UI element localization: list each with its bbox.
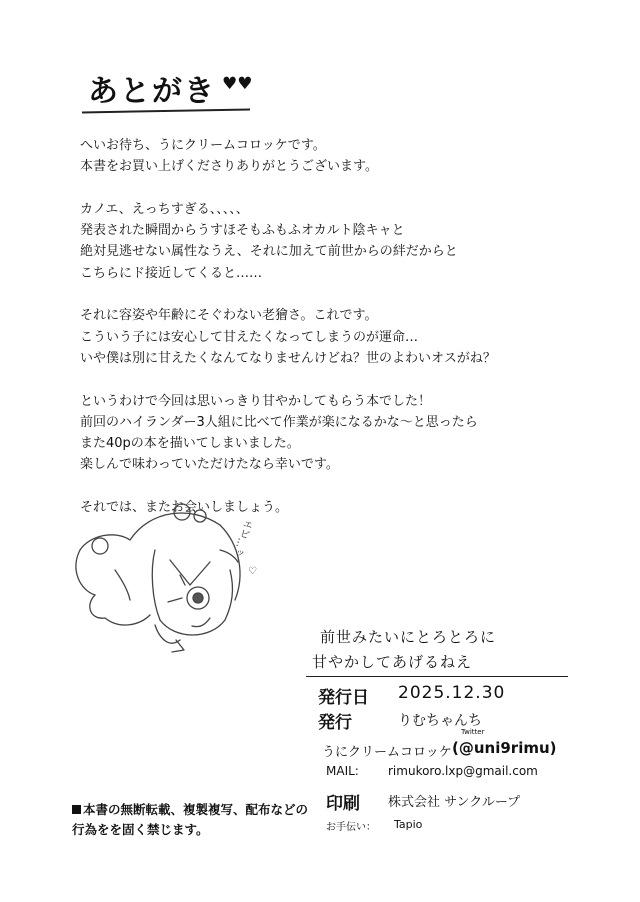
circle-name: うにクリームコロッケ xyxy=(322,745,452,760)
body-line: 発表された瞬間からうすほそもふもふオカルト陰キャと xyxy=(80,223,405,239)
mail-label: MAIL: xyxy=(326,764,359,778)
help-value: Tapio xyxy=(394,818,423,831)
square-bullet-icon xyxy=(72,805,81,814)
notice-line1: 本書の無断転載、複製複写、配布などの xyxy=(83,802,309,817)
body-line: 楽しんで味わっていただけたなら幸いです。 xyxy=(80,457,339,473)
afterword-heading xyxy=(82,58,282,118)
heart-icon: ♥♥ xyxy=(222,74,253,94)
notice-line2: 行為をを固く禁じます。 xyxy=(72,822,209,837)
afterword-title: あとがき xyxy=(88,74,216,109)
body-line: また40pの本を描いてしまいました。 xyxy=(80,436,300,452)
book-title-line1: 前世みたいにとろとろに xyxy=(320,628,497,646)
twitter-label: Twitter xyxy=(461,728,485,736)
small-heart-icon: ♡ xyxy=(248,566,257,577)
copyright-notice xyxy=(72,800,312,840)
afterword-body xyxy=(80,135,590,518)
exclaim-annotation xyxy=(226,518,266,588)
mail-value: rimukoro.lxp@gmail.com xyxy=(388,764,538,778)
print-label: 印刷 xyxy=(326,794,360,814)
publisher-value: りむちゃんち xyxy=(398,713,482,729)
body-line: こういう子には安心して甘えたくなってしまうのが運命… xyxy=(80,329,419,345)
date-label: 発行日 xyxy=(318,688,369,708)
body-line: 前回のハイランダー3人組に比べて作業が楽になるかな〜と思ったら xyxy=(80,414,478,430)
body-line: カノエ、えっちすぎる、、、、、 xyxy=(80,201,249,217)
body-line: 本書をお買い上げくださりありがとうございます。 xyxy=(80,159,378,175)
body-line: それでは、またお会いしましょう。 xyxy=(80,500,289,516)
body-line: それに容姿や年齢にそぐわない老獪さ。これです。 xyxy=(80,308,378,324)
publisher-label: 発行 xyxy=(318,713,352,733)
body-line: 絶対見逃せない属性なうえ、それに加えて前世からの絆だからと xyxy=(80,244,458,260)
body-line: へいお待ち、うにクリームコロッケです。 xyxy=(80,138,326,153)
body-line: というわけで今回は思いっきり甘やかしてもらう本でした！ xyxy=(80,393,432,409)
help-label: お手伝い： xyxy=(326,822,376,833)
date-value: 2025.12.30 xyxy=(398,683,506,703)
twitter-handle: (@uni9rimu) xyxy=(452,739,557,757)
print-value: 株式会社 サンクループ xyxy=(388,795,521,810)
body-line: こちらにド接近してくると…… xyxy=(80,265,263,281)
book-title-line2: 甘やかしてあげるねえ xyxy=(312,653,473,671)
exclaim-text: エビ…ッ xyxy=(230,517,253,559)
colophon-divider xyxy=(306,676,568,677)
body-line: いや僕は別に甘えたくなんてなりませんけどね？世のよわいオスがね？ xyxy=(80,350,496,366)
